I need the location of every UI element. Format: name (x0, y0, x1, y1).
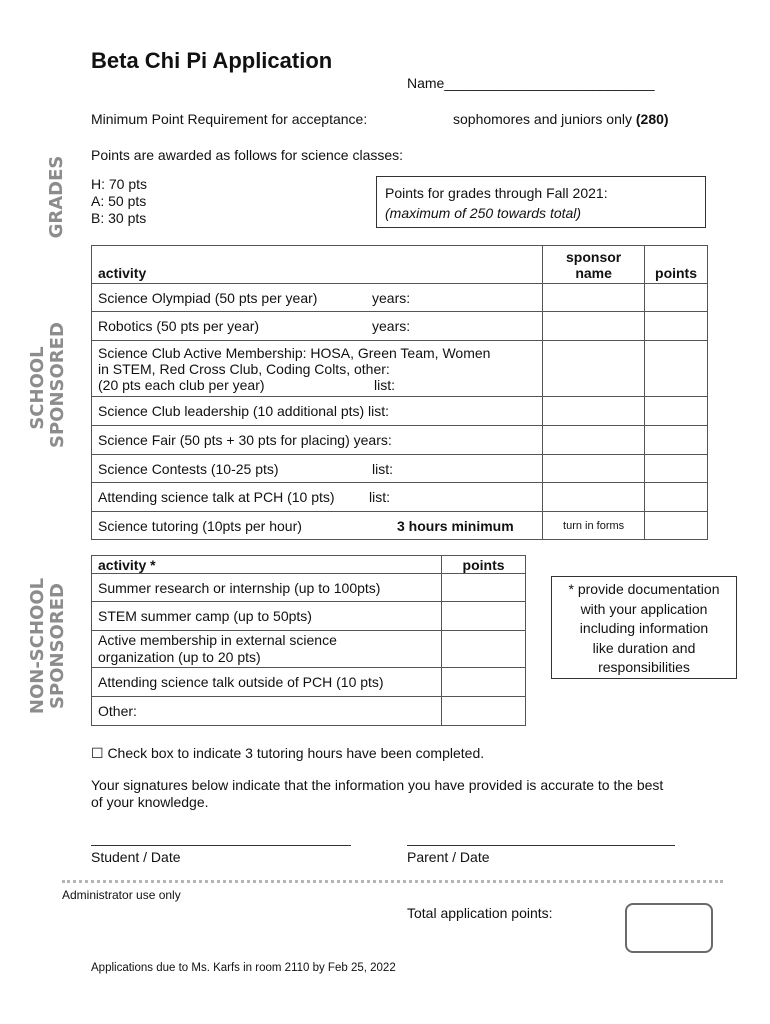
min-requirement-label: Minimum Point Requirement for acceptance: (91, 111, 368, 127)
doc-note-line: like duration and (592, 639, 696, 656)
activity-label-3-wrap (98, 377, 536, 393)
side-label-school-1: SCHOOL (27, 346, 48, 430)
activity-label: STEM summer camp (up to 50pts) (92, 602, 442, 631)
footer-due-note: Applications due to Ms. Karfs in room 2110 by Feb 25, 2022 (91, 962, 396, 974)
activity-cell (92, 312, 543, 341)
sponsor-cell[interactable] (543, 341, 645, 397)
activity-extra[interactable]: list: (372, 460, 393, 477)
signature-statement (91, 777, 731, 811)
header-sponsor-1: sponsor (566, 249, 622, 265)
grade-h: H: 70 pts (91, 176, 148, 192)
table-row (92, 397, 708, 426)
side-label-school-2: SPONSORED (47, 322, 68, 448)
min-requirement-value (453, 111, 669, 128)
tutoring-checkbox[interactable]: ☐ Check box to indicate 3 tutoring hours have been completed. (91, 745, 485, 761)
activity-extra[interactable]: list: (374, 376, 395, 393)
table-row (92, 631, 526, 668)
header-sponsor-2: name (575, 265, 612, 281)
grade-a: A: 50 pts (91, 193, 147, 209)
doc-note-line: * provide documentation (568, 581, 720, 597)
activity-cell (92, 631, 442, 668)
min-requirement-points: (280) (635, 111, 669, 127)
page-title: Beta Chi Pi Application (91, 48, 333, 73)
table-row (92, 602, 526, 631)
student-date-label: Student / Date (91, 849, 181, 865)
sponsor-cell[interactable] (543, 397, 645, 426)
doc-note-line: with your application (580, 600, 708, 617)
total-points-box[interactable] (625, 903, 713, 953)
parent-signature-line[interactable] (407, 845, 675, 846)
school-sponsored-table (91, 245, 708, 540)
parent-date-label: Parent / Date (407, 849, 490, 865)
activity-extra[interactable]: years: (372, 289, 411, 306)
activity-label: Summer research or internship (up to 100pts) (92, 574, 442, 602)
table-row (92, 697, 526, 726)
activity-extra: 3 hours minimum (397, 517, 514, 534)
nonschool-sponsored-table (91, 555, 526, 726)
activity-label: Science tutoring (10pts per hour) (98, 517, 302, 534)
points-cell[interactable] (645, 512, 708, 540)
activity-label: Science Club Active Membership: HOSA, Green Team, Women (98, 344, 491, 361)
signature-statement-2: of your knowledge. (91, 794, 209, 810)
activity-label: Active membership in external science (98, 632, 337, 648)
points-cell[interactable] (645, 284, 708, 312)
total-points-label: Total application points: (407, 905, 553, 921)
header-activity: activity * (92, 556, 442, 574)
points-cell[interactable] (645, 426, 708, 455)
table-row (92, 668, 526, 697)
activity-cell (92, 341, 543, 397)
table-row (92, 455, 708, 483)
student-signature-line[interactable] (91, 845, 351, 846)
header-sponsor-name (543, 246, 645, 284)
activity-label: Science Club leadership (10 additional pts) list: (92, 397, 543, 426)
admin-divider (62, 880, 723, 883)
points-cell[interactable] (645, 455, 708, 483)
points-cell[interactable] (645, 397, 708, 426)
activity-label: Attending science talk outside of PCH (10 pts) (92, 668, 442, 697)
table-header-row (92, 246, 708, 284)
documentation-note-box (551, 576, 737, 679)
activity-label: Science Fair (50 pts + 30 pts for placing) years: (92, 426, 543, 455)
activity-cell (92, 284, 543, 312)
activity-label: Robotics (50 pts per year) (98, 318, 260, 334)
grades-note-line2: (maximum of 250 towards total) (385, 205, 582, 221)
activity-label: Attending science talk at PCH (10 pts) (98, 489, 335, 505)
grades-note-line1: Points for grades through Fall 2021: (385, 185, 608, 201)
points-intro: Points are awarded as follows for science classes: (91, 147, 404, 163)
points-cell[interactable] (442, 697, 526, 726)
side-label-school-sponsored (27, 322, 68, 448)
side-label-nonschool-2: SPONSORED (47, 583, 68, 709)
table-row (92, 574, 526, 602)
table-row (92, 512, 708, 540)
grades-list (91, 176, 147, 227)
signature-statement-1: Your signatures below indicate that the information you have provided is accurate to the best (91, 777, 664, 793)
activity-label: Science Contests (10-25 pts) (98, 460, 279, 477)
sponsor-cell[interactable] (543, 426, 645, 455)
table-row (92, 426, 708, 455)
points-cell[interactable] (442, 668, 526, 697)
points-cell[interactable] (645, 483, 708, 512)
points-cell[interactable] (645, 312, 708, 341)
sponsor-cell[interactable] (543, 455, 645, 483)
table-row (92, 312, 708, 341)
points-cell[interactable] (645, 341, 708, 397)
table-row (92, 284, 708, 312)
points-cell[interactable] (442, 574, 526, 602)
activity-label-3: (20 pts each club per year) (98, 376, 265, 393)
grades-note-box (376, 176, 706, 228)
sponsor-cell[interactable] (543, 312, 645, 341)
activity-label-2: organization (up to 20 pts) (98, 649, 261, 665)
min-requirement-text: sophomores and juniors only (453, 111, 632, 127)
side-label-nonschool-1: NON-SCHOOL (27, 577, 48, 715)
doc-note-line: including information (579, 620, 709, 636)
activity-extra[interactable]: years: (372, 318, 411, 334)
activity-cell (92, 483, 543, 512)
admin-label: Administrator use only (62, 888, 181, 902)
sponsor-cell[interactable] (543, 284, 645, 312)
table-header-row (92, 556, 526, 574)
side-label-nonschool-sponsored (28, 574, 68, 718)
activity-label-2: in STEM, Red Cross Club, Coding Colts, other: (98, 360, 390, 377)
table-row (92, 483, 708, 512)
side-label-grades: GRADES (46, 155, 67, 239)
activity-label: Science Olympiad (50 pts per year) (98, 289, 318, 306)
header-points: points (442, 556, 526, 574)
grade-b: B: 30 pts (91, 210, 147, 226)
table-row (92, 341, 708, 397)
points-cell[interactable] (442, 602, 526, 631)
activity-extra[interactable]: list: (369, 489, 390, 505)
activity-cell (92, 512, 543, 540)
points-cell[interactable] (442, 631, 526, 668)
activity-cell (92, 455, 543, 483)
activity-label[interactable]: Other: (92, 697, 442, 726)
doc-note-line: responsibilities (598, 659, 690, 675)
header-points: points (645, 246, 708, 284)
header-activity: activity (92, 246, 543, 284)
sponsor-cell[interactable] (543, 483, 645, 512)
name-field-label[interactable]: Name___________________________ (407, 75, 655, 91)
sponsor-cell: turn in forms (543, 512, 645, 540)
